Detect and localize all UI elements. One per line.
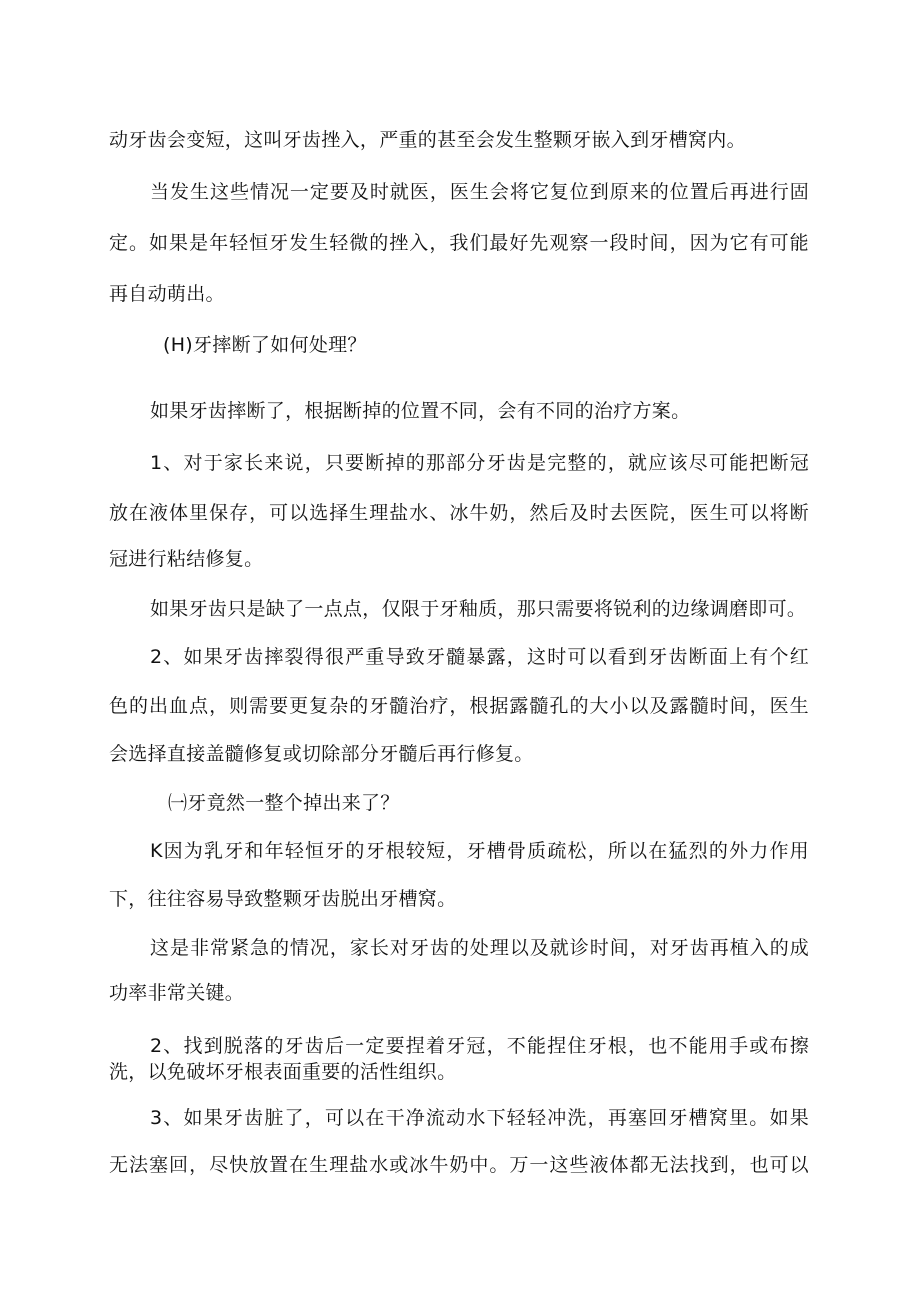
paragraph-line: 再自动萌出。 <box>109 283 225 305</box>
paragraph-line: 2、找到脱落的牙齿后一定要捏着牙冠，不能捏住牙根，也不能用手或布擦 <box>150 1035 809 1057</box>
paragraph-line: 会选择直接盖髓修复或切除部分牙髓后再行修复。 <box>109 743 534 765</box>
paragraph-line: 如果牙齿摔断了，根据断掉的位置不同，会有不同的治疗方案。 <box>150 400 691 422</box>
paragraph-line: 洗，以免破坏牙根表面重要的活性组织。 <box>109 1061 457 1083</box>
paragraph-line: 无法塞回，尽快放置在生理盐水或冰牛奶中。万一这些液体都无法找到，也可以 <box>109 1154 809 1176</box>
paragraph-line: 2、如果牙齿摔裂得很严重导致牙髓暴露，这时可以看到牙齿断面上有个红 <box>150 646 809 668</box>
paragraph-line: 色的出血点，则需要更复杂的牙髓治疗，根据露髓孔的大小以及露髓时间，医生 <box>109 695 809 717</box>
paragraph-line: 冠进行粘结修复。 <box>109 548 264 570</box>
paragraph-line: 这是非常紧急的情况，家长对牙齿的处理以及就诊时间，对牙齿再植入的成 <box>150 937 809 959</box>
paragraph-line: 下，往往容易导致整颗牙齿脱出牙槽窝。 <box>109 888 457 910</box>
paragraph-line: 当发生这些情况一定要及时就医，医生会将它复位到原来的位置后再进行固 <box>150 181 809 203</box>
section-heading: ㈠牙竟然一整个掉出来了？ <box>168 792 400 814</box>
paragraph-line: 定。如果是年轻恒牙发生轻微的挫入，我们最好先观察一段时间，因为它有可能 <box>109 232 809 254</box>
paragraph-line: 放在液体里保存，可以选择生理盐水、冰牛奶，然后及时去医院，医生可以将断 <box>109 502 809 524</box>
paragraph-line: 动牙齿会变短，这叫牙齿挫入，严重的甚至会发生整颗牙嵌入到牙槽窝内。 <box>109 129 746 151</box>
section-heading: (H)牙摔断了如何处理？ <box>163 334 367 356</box>
paragraph-line: 1、对于家长来说，只要断掉的那部分牙齿是完整的，就应该尽可能把断冠 <box>150 452 809 474</box>
paragraph-line: 功率非常关键。 <box>109 982 245 1004</box>
paragraph-line: 3、如果牙齿脏了，可以在干净流动水下轻轻冲洗，再塞回牙槽窝里。如果 <box>150 1107 809 1129</box>
paragraph-line: K因为乳牙和年轻恒牙的牙根较短，牙槽骨质疏松，所以在猛烈的外力作用 <box>150 840 809 862</box>
paragraph-line: 如果牙齿只是缺了一点点，仅限于牙釉质，那只需要将锐利的边缘调磨即可。 <box>150 598 807 620</box>
